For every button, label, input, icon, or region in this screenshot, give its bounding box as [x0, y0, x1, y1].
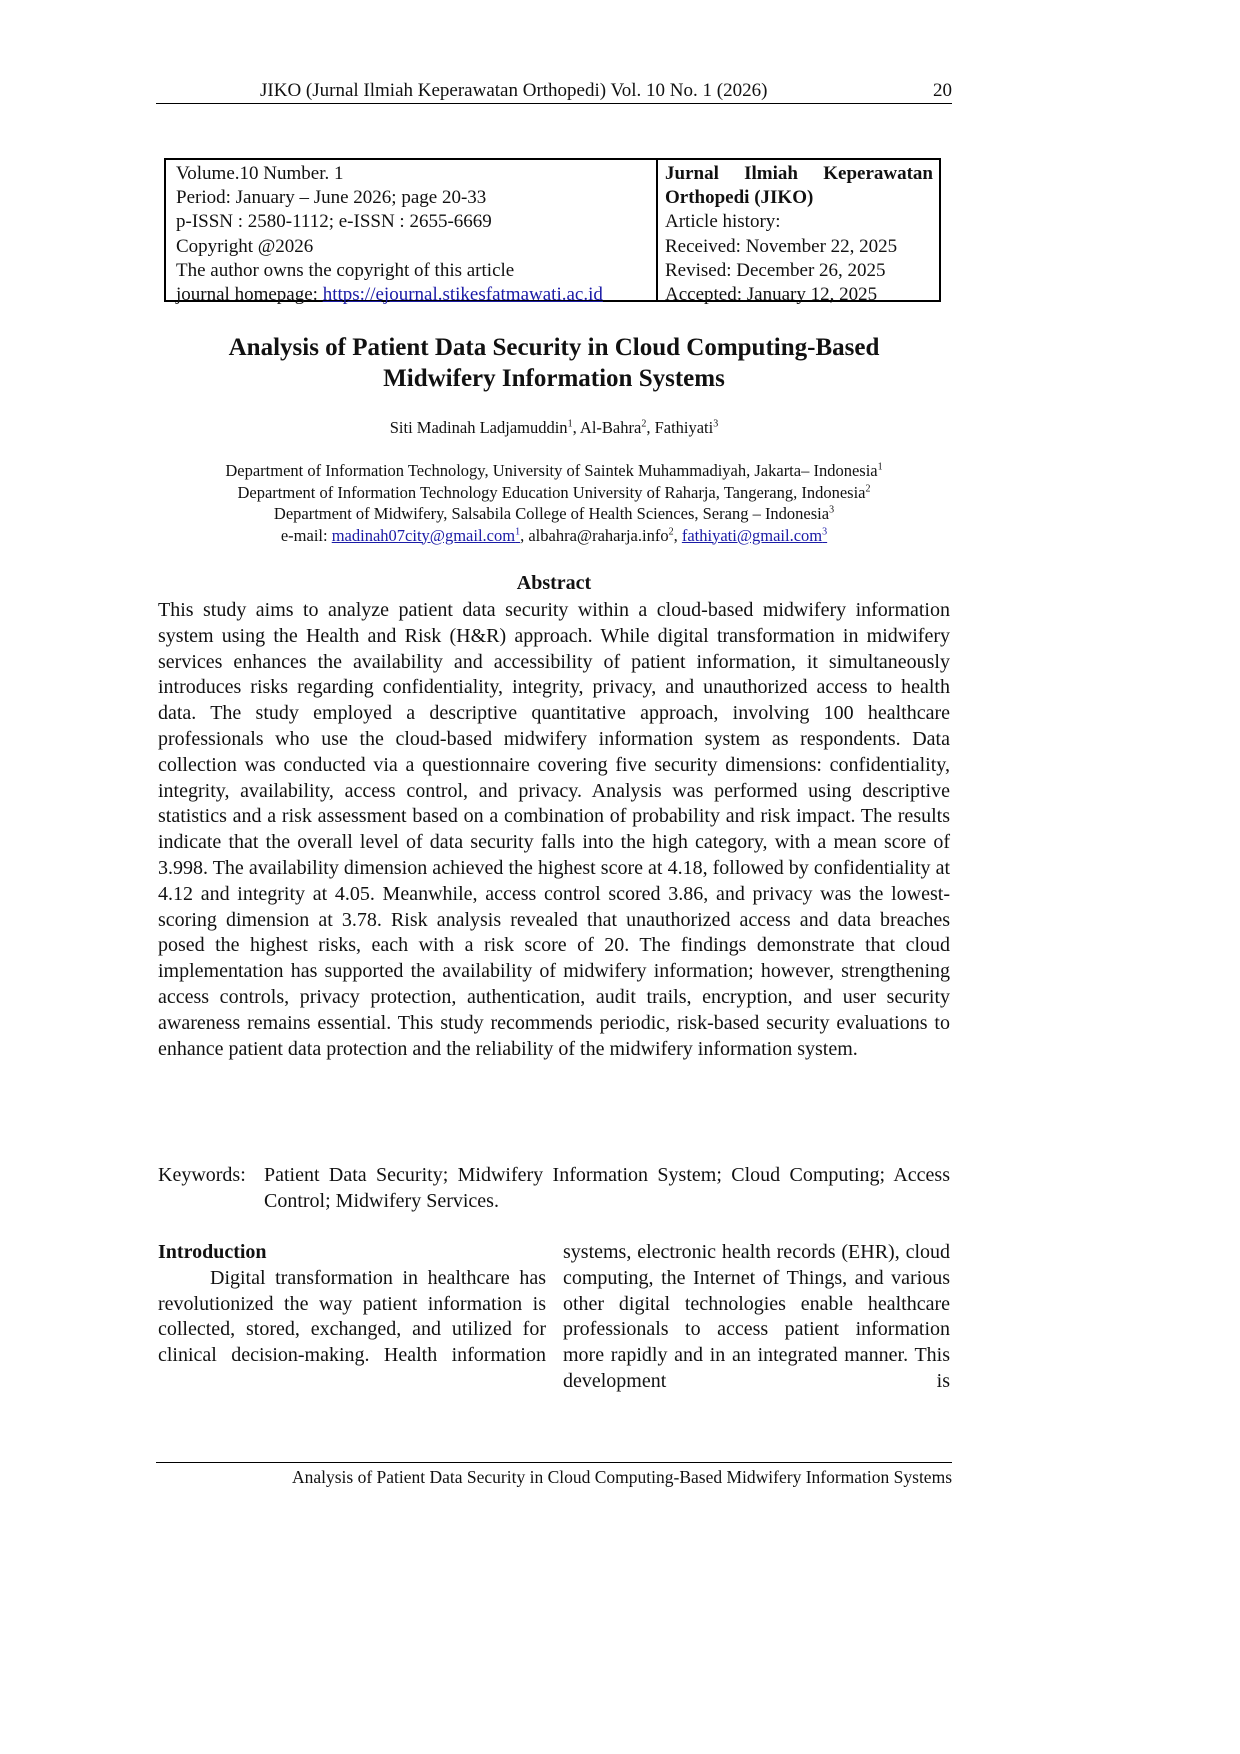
keywords-label: Keywords: [158, 1164, 246, 1186]
author-affil-marker: 2 [641, 418, 647, 430]
period-line: Period: January – June 2026; page 20-33 [176, 187, 487, 209]
abstract-text: This study aims to analyze patient data security within a cloud-based midwifery information system using the Health and Risk (H&R) approach. While digital transformation in midwifery services enhances the availability and accessibility of patient information, it simultaneously introduces risks regarding confidentiality, integrity, privacy, and unauthorized access to health data. The study employed a descriptive quantitative approach, involving 100 healthcare professionals who use the cloud-based midwifery information system as respondents. Data collection was conducted via a questionnaire covering five security dimensions: confidentiality, integrity, availability, access control, and privacy. Analysis was performed using descriptive statistics and a risk assessment based on a combination of probability and risk impact. The results indicate that the overall level of data security falls into the high category, with a mean score of 3.998. The availability dimension achieved the highest score at 4.18, followed by confidentiality at 4.12 and integrity at 4.05. Meanwhile, access control scored 3.86, and privacy was the lowest-scoring dimension at 3.78. Risk analysis revealed that unauthorized access and data breaches posed the highest risks, each with a risk score of 20. The findings demonstrate that cloud implementation has supported the availability of midwifery information; however, strengthening access controls, privacy protection, authentication, audit trails, encryption, and user security awareness remains essential. This study recommends periodic, risk-based security evaluations to enhance patient data protection and the reliability of the midwifery information system. [158, 599, 950, 1060]
keywords-text: Patient Data Security; Midwifery Information System; Cloud Computing; Access Control; Midwifery Services. [264, 1164, 950, 1212]
email-marker: 3 [822, 526, 828, 537]
affiliation-text: Department of Midwifery, Salsabila College of Health Sciences, Serang – Indonesia [273, 504, 830, 523]
affiliation-line [156, 460, 952, 482]
info-box-right-column [665, 162, 933, 307]
email-text [528, 526, 673, 545]
article-history-label: Article history: [665, 211, 781, 233]
homepage-line [176, 283, 646, 307]
introduction-paragraph: Digital transformation in healthcare has revolutionized the way patient information is collected, stored, exchanged, and utilized for clinical decision-making. Health information [158, 1266, 546, 1367]
email-line [156, 525, 952, 547]
email-label: e-mail: [280, 525, 332, 545]
info-box-left-column [176, 162, 646, 307]
affiliation-marker: 3 [829, 504, 835, 516]
volume-line: Volume.10 Number. 1 [176, 163, 344, 184]
received-date: Received: November 22, 2025 [665, 235, 898, 257]
affiliation-text: Department of Information Technology, University of Saintek Muhammadiyah, Jakarta– Indonesia [225, 461, 878, 480]
email-link[interactable] [332, 526, 520, 545]
paper-title [156, 332, 952, 394]
email-address: albahra@raharja.info [528, 525, 669, 545]
footer-rule [156, 1462, 952, 1463]
email-address: fathiyati@gmail.com [681, 525, 823, 545]
abstract-heading: Abstract [516, 572, 592, 594]
affiliation-marker: 1 [877, 461, 883, 473]
author-affil-marker: 3 [713, 418, 719, 430]
paper-title-line1: Analysis of Patient Data Security in Cloud Computing-Based [228, 334, 880, 361]
paper-title-line2: Midwifery Information Systems [383, 365, 725, 392]
email-separator: , [673, 525, 682, 545]
header-rule [156, 103, 952, 104]
running-footer: Analysis of Patient Data Security in Cloud Computing-Based Midwifery Information Systems [291, 1467, 952, 1487]
email-marker: 1 [515, 526, 521, 537]
affiliation-list [156, 460, 952, 546]
email-address: madinah07city@gmail.com [331, 525, 516, 545]
affiliation-text: Department of Information Technology Education University of Raharja, Tangerang, Indonesia [237, 482, 866, 502]
email-link[interactable] [682, 526, 827, 545]
journal-header-title: JIKO (Jurnal Ilmiah Keperawatan Orthopedi) Vol. 10 No. 1 (2026) [260, 80, 768, 101]
info-box-divider [656, 160, 658, 300]
affiliation-line [156, 482, 952, 504]
author-affil-marker: 1 [567, 418, 573, 430]
author-name: Siti Madinah Ladjamuddin [389, 418, 568, 437]
homepage-link[interactable]: https://ejournal.stikesfatmawati.ac.id [322, 284, 603, 306]
introduction-right-column: systems, electronic health records (EHR), cloud computing, the Internet of Things, and various other digital technologies enable healthcare professionals to access patient information more rapidly and in an integrated manner. This development is [563, 1241, 950, 1392]
email-separator: , [520, 525, 529, 545]
introduction-left-column [158, 1240, 546, 1369]
accepted-date: Accepted: January 12, 2025 [665, 284, 878, 306]
revised-date: Revised: December 26, 2025 [665, 259, 886, 281]
affiliation-line [156, 503, 952, 525]
copyright-line: Copyright @2026 [176, 235, 314, 257]
author-list [156, 418, 952, 438]
author-separator: , [572, 418, 580, 437]
homepage-label: journal homepage: [176, 284, 323, 306]
copyright-owner-line: The author owns the copyright of this article [176, 259, 515, 281]
journal-info-box [164, 158, 941, 306]
page-number: 20 [933, 80, 952, 101]
journal-name-line2: Orthopedi (JIKO) [665, 187, 814, 209]
introduction-heading: Introduction [158, 1241, 267, 1263]
email-marker: 2 [668, 526, 674, 537]
journal-name-line1: Jurnal Ilmiah Keperawatan [665, 163, 933, 184]
issn-line: p-ISSN : 2580-1112; e-ISSN : 2655-6669 [176, 211, 492, 233]
affiliation-marker: 2 [865, 483, 871, 494]
author-separator: , [646, 418, 655, 437]
author-name: Fathiyati [654, 418, 714, 437]
author-name: Al-Bahra [579, 418, 642, 437]
